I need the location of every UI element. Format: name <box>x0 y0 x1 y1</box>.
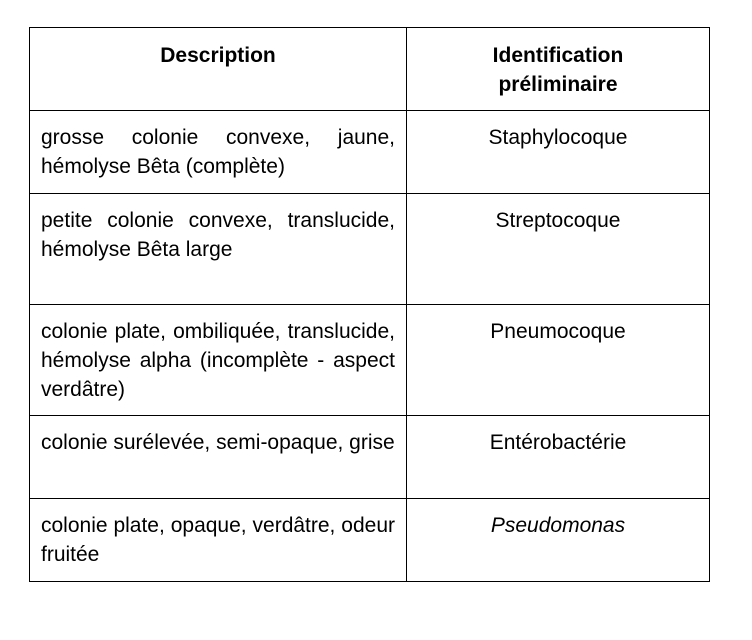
row-description: petite colonie convexe, translucide, hémolyse Bêta large <box>30 194 407 305</box>
row-identification: Pseudomonas <box>407 499 710 582</box>
row-description: colonie surélevée, semi-opaque, grise <box>30 416 407 499</box>
identification-table <box>29 27 710 582</box>
header-identification <box>407 28 710 111</box>
table-row <box>30 194 710 305</box>
row-description: colonie plate, ombiliquée, translucide, hémolyse alpha (incomplète - aspect verdâtre) <box>30 305 407 416</box>
row-description: grosse colonie convexe, jaune, hémolyse Bêta (complète) <box>30 111 407 194</box>
row-identification: Entérobactérie <box>407 416 710 499</box>
row-identification: Streptocoque <box>407 194 710 305</box>
header-identification-line1: Identification <box>492 44 624 67</box>
table-header-row <box>30 28 710 111</box>
row-identification: Staphylocoque <box>407 111 710 194</box>
table-row <box>30 416 710 499</box>
header-identification-line2: préliminaire <box>498 73 618 96</box>
table-row <box>30 305 710 416</box>
row-description: colonie plate, opaque, verdâtre, odeur fruitée <box>30 499 407 582</box>
row-identification: Pneumocoque <box>407 305 710 416</box>
header-description: Description <box>30 28 407 111</box>
table-row <box>30 499 710 582</box>
table-row <box>30 111 710 194</box>
